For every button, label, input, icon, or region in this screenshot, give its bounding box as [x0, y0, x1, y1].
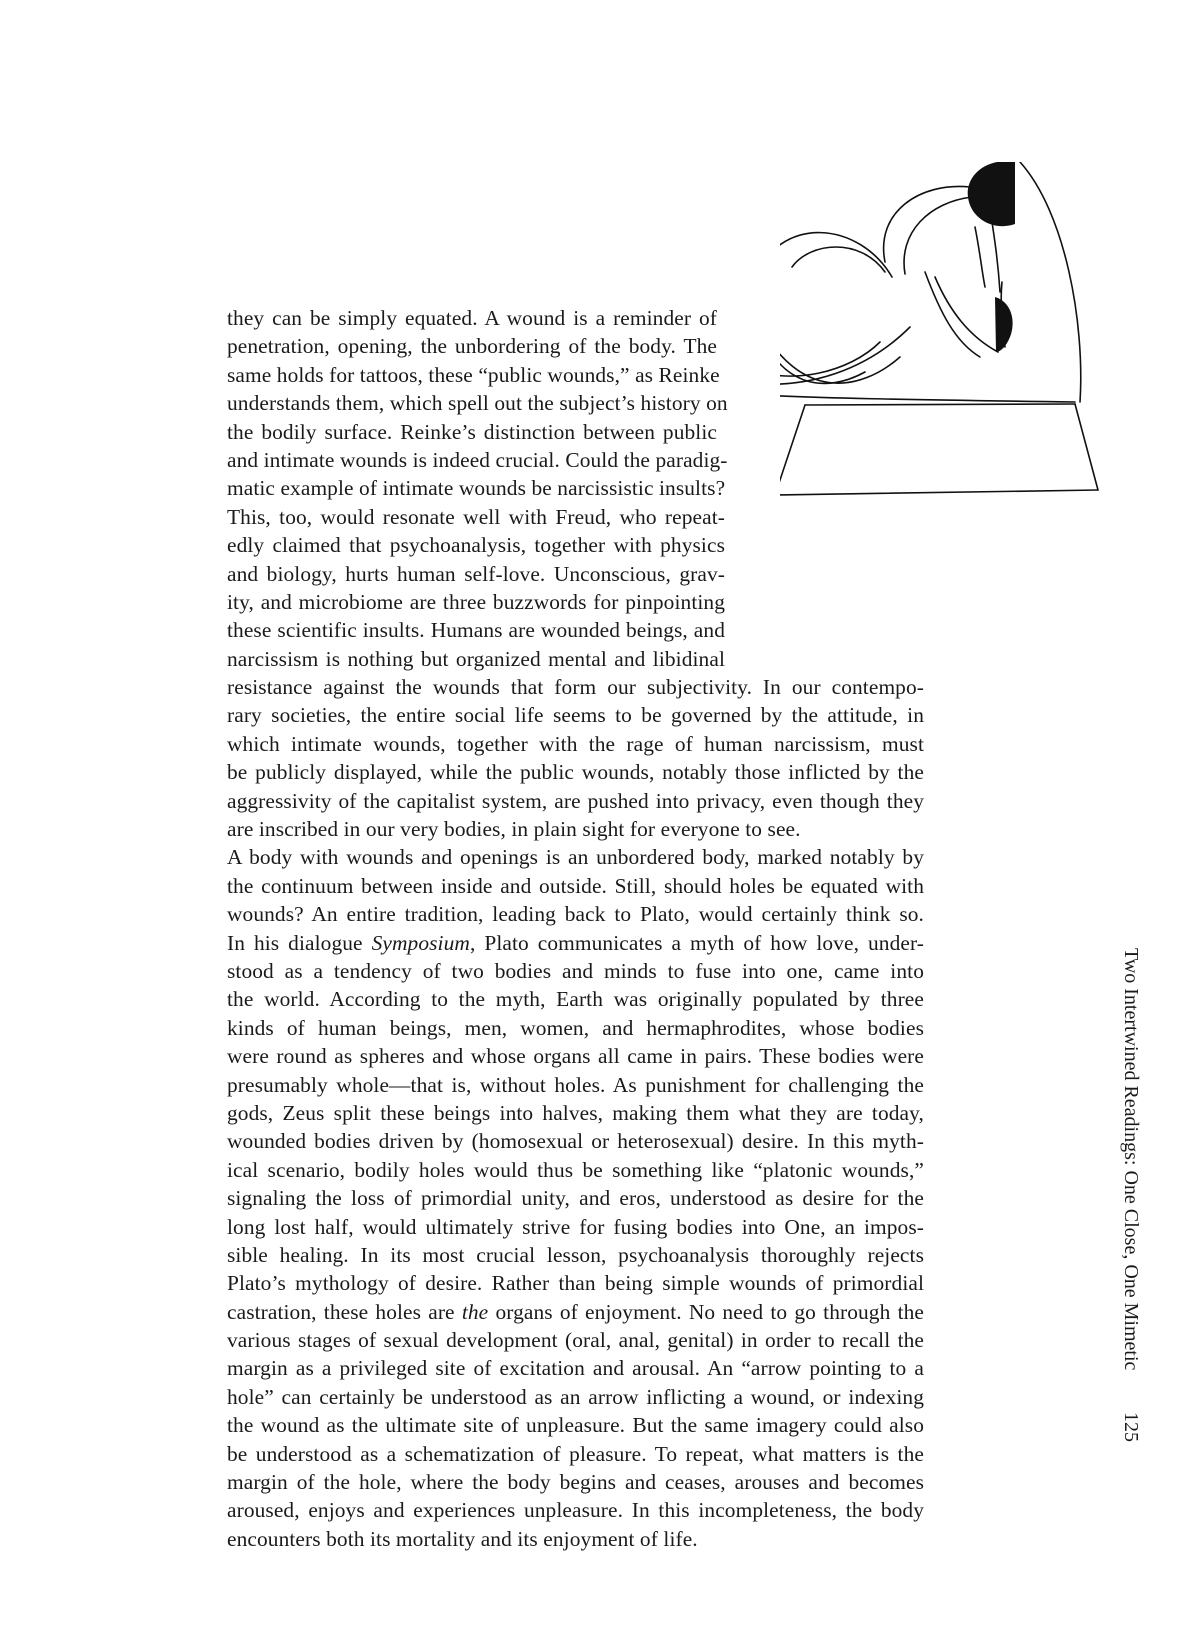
- text-line: rary societies, the entire social life seems to be governed by the attitude, in: [227, 703, 924, 728]
- page-number: 125: [1120, 1412, 1142, 1442]
- text-line: these scientific insults. Humans are wounded beings, and: [227, 618, 725, 643]
- text-line: encounters both its mortality and its enjoyment of life.: [227, 1526, 698, 1551]
- italic-word: the: [461, 1299, 489, 1324]
- text-line: same holds for tattoos, these “public wounds,” as Reinke: [227, 362, 720, 387]
- body-text: [227, 304, 924, 1553]
- text-line: margin of the hole, where the body begins and ceases, arouses and becomes: [227, 1470, 924, 1495]
- text-line: stood as a tendency of two bodies and minds to fuse into one, came into: [227, 958, 924, 983]
- text-line: Plato’s mythology of desire. Rather than being simple wounds of primordial: [227, 1271, 924, 1296]
- text-run: organs of enjoyment. No need to go through the: [488, 1299, 924, 1324]
- text-line: and biology, hurts human self-love. Unconscious, grav-: [227, 561, 725, 586]
- text-line: [227, 1298, 924, 1326]
- text-line: were round as spheres and whose organs all came in pairs. These bodies were: [227, 1044, 924, 1069]
- text-line: This, too, would resonate well with Freud, who repeat-: [227, 504, 725, 529]
- text-line: A body with wounds and openings is an unbordered body, marked notably by: [227, 845, 924, 870]
- text-line: which intimate wounds, together with the rage of human narcissism, must: [227, 731, 924, 756]
- text-line: understands them, which spell out the subject’s history on: [227, 391, 728, 416]
- running-head: Two Intertwined Readings: One Close, One Mimetic: [1120, 948, 1142, 1371]
- text-line: they can be simply equated. A wound is a reminder of: [227, 306, 717, 330]
- text-run: In his dialogue: [227, 930, 372, 955]
- text-line: wounds? An entire tradition, leading back to Plato, would certainly think so.: [227, 902, 924, 927]
- text-line: various stages of sexual development (oral, anal, genital) in order to recall the: [227, 1328, 924, 1353]
- text-line: penetration, opening, the unbordering of the body. The: [227, 334, 717, 359]
- text-line: the world. According to the myth, Earth was originally populated by three: [227, 987, 924, 1012]
- text-line: are inscribed in our very bodies, in plain sight for everyone to see.: [227, 817, 801, 842]
- text-line: edly claimed that psychoanalysis, together with physics: [227, 533, 725, 558]
- text-run: castration, these holes are: [227, 1299, 462, 1324]
- text-line: and intimate wounds is indeed crucial. Could the paradig-: [227, 447, 728, 472]
- text-line: sible healing. In its most crucial lesson, psychoanalysis thoroughly rejects: [227, 1242, 924, 1267]
- text-line: aggressivity of the capitalist system, are pushed into privacy, even though they: [227, 788, 924, 813]
- text-line: ity, and microbiome are three buzzwords for pinpointing: [227, 589, 725, 614]
- text-line: aroused, enjoys and experiences unpleasure. In this incompleteness, the body: [227, 1498, 924, 1523]
- text-line: the continuum between inside and outside. Still, should holes be equated with: [227, 873, 924, 898]
- text-line: margin as a privileged site of excitation and arousal. An “arrow pointing to a: [227, 1356, 924, 1381]
- text-line: the wound as the ultimate site of unpleasure. But the same imagery could also: [227, 1413, 924, 1438]
- text-line: matic example of intimate wounds be narcissistic insults?: [227, 476, 726, 501]
- text-line: be understood as a schematization of pleasure. To repeat, what matters is the: [227, 1441, 924, 1466]
- text-line: presumably whole—that is, without holes. As punishment for challenging the: [227, 1072, 924, 1097]
- text-line: signaling the loss of primordial unity, and eros, understood as desire for the: [227, 1186, 924, 1211]
- text-line: be publicly displayed, while the public wounds, notably those inflicted by the: [227, 760, 924, 785]
- text-line: long lost half, would ultimately strive for fusing bodies into One, an impos-: [227, 1214, 924, 1239]
- text-line: resistance against the wounds that form our subjectivity. In our contempo-: [227, 675, 924, 700]
- text-line: hole” can certainly be understood as an arrow inflicting a wound, or indexing: [227, 1384, 924, 1409]
- text-line: [227, 929, 924, 957]
- text-line: the bodily surface. Reinke’s distinction between public: [227, 419, 717, 444]
- text-line: gods, Zeus split these beings into halves, making them what they are today,: [227, 1100, 924, 1125]
- text-line: kinds of human beings, men, women, and hermaphrodites, whose bodies: [227, 1015, 924, 1040]
- italic-title: Symposium: [371, 930, 470, 955]
- text-line: wounded bodies driven by (homosexual or heterosexual) desire. In this myth-: [227, 1129, 924, 1154]
- text-line: narcissism is nothing but organized mental and libidinal: [227, 646, 725, 671]
- text-run: , Plato communicates a myth of how love, under-: [469, 930, 924, 955]
- text-line: ical scenario, bodily holes would thus be something like “platonic wounds,”: [227, 1157, 924, 1182]
